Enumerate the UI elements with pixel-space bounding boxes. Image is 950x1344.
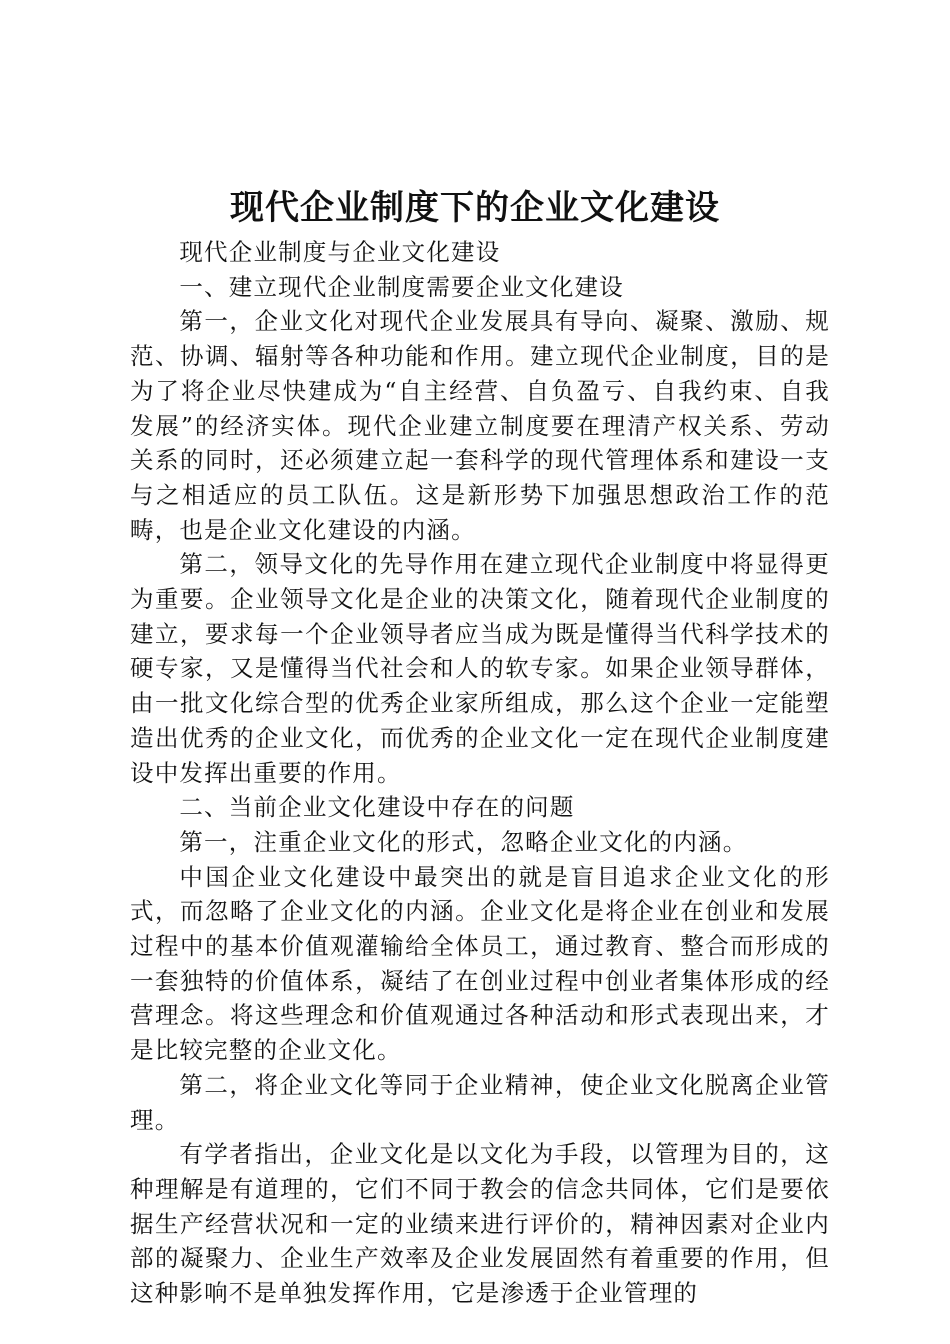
paragraph: 第二，领导文化的先导作用在建立现代企业制度中将显得更为重要。企业领导文化是企业的决策文化，随着现代企业制度的建立，要求每一个企业领导者应当成为既是懂得当代科学技术的硬专家，又是懂得当代社会和人的软专家。如果企业领导群体，由一批文化综合型的优秀企业家所组成，那么这个企业一定能塑造出优秀的企业文化，而优秀的企业文化一定在现代企业制度建设中发挥出重要的作用。 [130, 550, 830, 787]
paragraph: 第一，企业文化对现代企业发展具有导向、凝聚、激励、规范、协调、辐射等各种功能和作用。建立现代企业制度，目的是为了将企业尽快建成为“自主经营、自负盈亏、自我约束、自我发展”的经济实体。现代企业建立制度要在理清产权关系、劳动关系的同时，还必须建立起一套科学的现代管理体系和建设一支与之相适应的员工队伍。这是新形势下加强思想政治工作的范畴，也是企业文化建设的内涵。 [130, 307, 830, 544]
paragraph: 有学者指出，企业文化是以文化为手段，以管理为目的，这种理解是有道理的，它们不同于教会的信念共同体，它们是要依据生产经营状况和一定的业绩来进行评价的，精神因素对企业内部的凝聚力、企业生产效率及企业发展固然有着重要的作用，但这种影响不是单独发挥作用，它是渗透于企业管理的 [130, 1140, 830, 1308]
subtitle: 现代企业制度与企业文化建设 [179, 238, 501, 266]
paragraph: 第一，注重企业文化的形式，忽略企业文化的内涵。 [179, 827, 748, 856]
section-heading-1: 一、建立现代企业制度需要企业文化建设 [179, 272, 624, 301]
paragraph: 中国企业文化建设中最突出的就是盲目追求企业文化的形式，而忽略了企业文化的内涵。企业文化是将企业在创业和发展过程中的基本价值观灌输给全体员工，通过教育、整合而形成的一套独特的价值体系，凝结了在创业过程中创业者集体形成的经营理念。将这些理念和价值观通过各种活动和形式表现出来，才是比较完整的企业文化。 [130, 862, 830, 1065]
document-title: 现代企业制度下的企业文化建设 [230, 188, 720, 228]
paragraph: 第二，将企业文化等同于企业精神，使企业文化脱离企业管理。 [130, 1070, 830, 1134]
section-heading-2: 二、当前企业文化建设中存在的问题 [179, 793, 575, 822]
document-body [130, 235, 830, 1311]
